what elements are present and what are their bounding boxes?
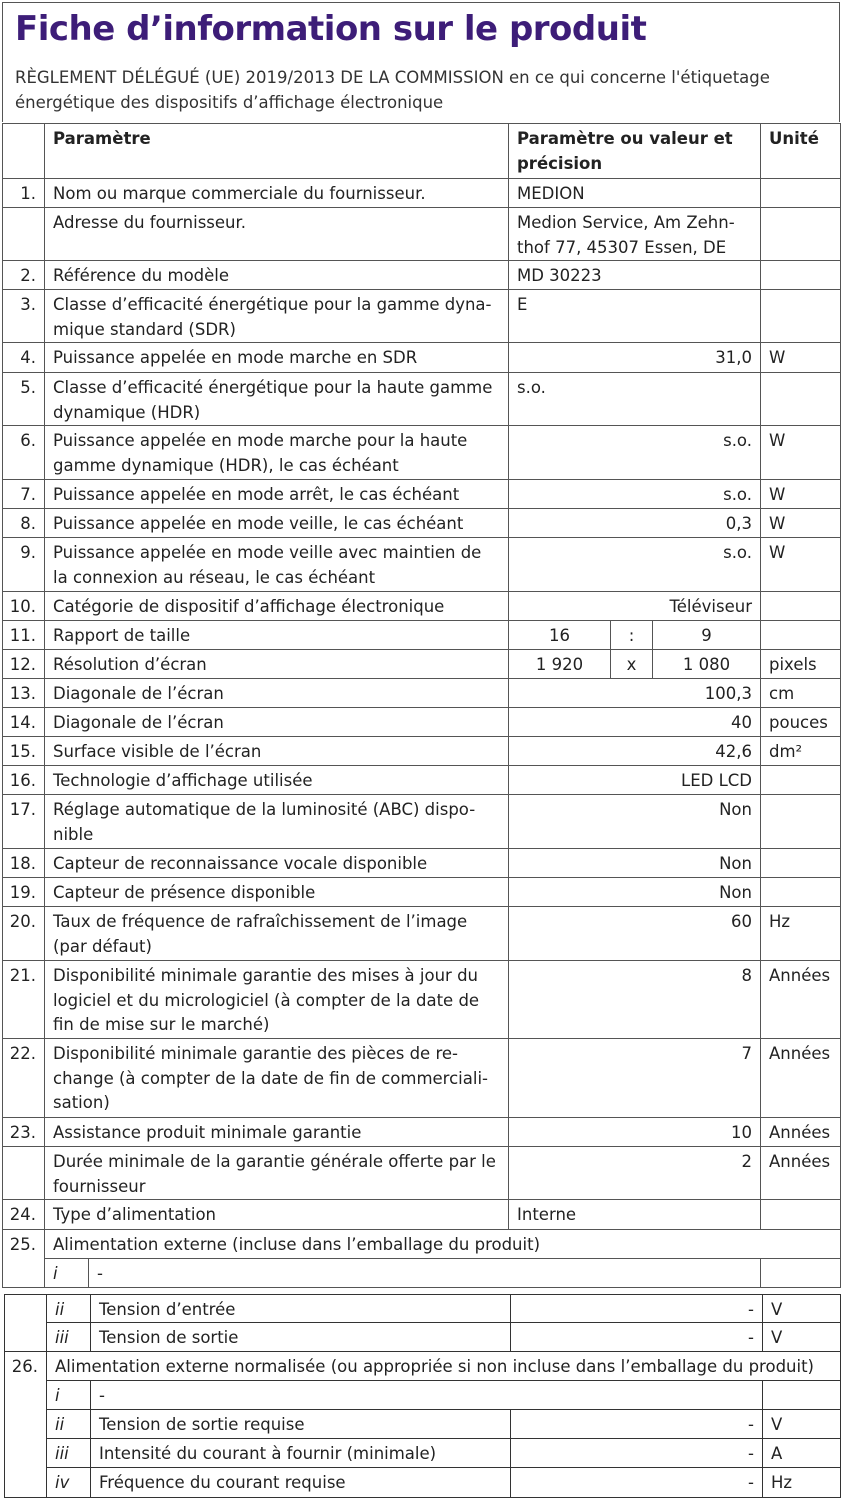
parameter-value: 8 (508, 960, 761, 1039)
parameter-value: 7 (508, 1038, 761, 1118)
unit-label: Années (760, 1038, 841, 1118)
parameter-label: Référence du modèle (44, 260, 509, 290)
unit-label: Hz (760, 906, 841, 961)
parameter-label: Rapport de taille (44, 620, 509, 650)
unit-label (760, 1258, 841, 1288)
row-number: 20. (2, 906, 45, 961)
sub-index: ii (46, 1409, 91, 1439)
unit-label (760, 372, 841, 426)
row-number: 3. (2, 289, 45, 343)
parameter-value: s.o. (508, 479, 761, 509)
parameter-label: Diagonale de l’écran (44, 707, 509, 737)
row-number: 11. (2, 620, 45, 650)
unit-label (760, 591, 841, 621)
parameter-label: Réglage automatique de la luminosité (ABC) dispo-nible (44, 794, 509, 849)
row-number: 15. (2, 736, 45, 766)
column-header-unit: Unité (760, 123, 841, 179)
parameter-label: Fréquence du courant requise (90, 1467, 511, 1498)
parameter-label: Type d’alimentation (44, 1199, 509, 1230)
parameter-label: Classe d’efficacité énergétique pour la haute gamme dynamique (HDR) (44, 372, 509, 426)
unit-label (760, 178, 841, 208)
parameter-label: Puissance appelée en mode arrêt, le cas échéant (44, 479, 509, 509)
parameter-value: 10 (508, 1117, 761, 1147)
sub-index: ii (46, 1294, 91, 1323)
unit-label (760, 848, 841, 878)
parameter-label: Nom ou marque commerciale du fournisseur. (44, 178, 509, 208)
parameter-value: Non (508, 794, 761, 849)
row-number: 13. (2, 678, 45, 708)
parameter-label: Disponibilité minimale garantie des pièces de re-change (à compter de la date de fin de commerciali-sation) (44, 1038, 509, 1118)
parameter-label: Tension de sortie requise (90, 1409, 511, 1439)
unit-label: Années (760, 960, 841, 1039)
unit-label: W (760, 537, 841, 592)
value-separator: : (610, 620, 653, 650)
parameter-value: s.o. (508, 372, 761, 426)
unit-label: pouces (760, 707, 841, 737)
parameter-label: Puissance appelée en mode veille avec maintien de la connexion au réseau, le cas échéant (44, 537, 509, 592)
unit-label (760, 289, 841, 343)
page-title: Fiche d’information sur le produit (15, 9, 647, 49)
row-number: 24. (2, 1199, 45, 1230)
parameter-value: - (510, 1322, 763, 1352)
unit-label (762, 1380, 841, 1410)
row-number: 9. (2, 537, 45, 592)
value-part-2: 1 080 (652, 649, 761, 679)
unit-label: Années (760, 1117, 841, 1147)
parameter-value: 100,3 (508, 678, 761, 708)
parameter-value: MD 30223 (508, 260, 761, 290)
value-part-1: 16 (508, 620, 611, 650)
regulation-subtitle: RÈGLEMENT DÉLÉGUÉ (UE) 2019/2013 DE LA COMMISSION en ce qui concerne l'étiquetage énergétique des dispositifs d’affichage électronique (15, 68, 770, 112)
unit-label (760, 260, 841, 290)
row-number: 10. (2, 591, 45, 621)
unit-label (760, 620, 841, 650)
parameter-value: s.o. (508, 537, 761, 592)
column-header-param: Paramètre (44, 123, 509, 179)
row-number: 12. (2, 649, 45, 679)
document-header (2, 2, 840, 122)
parameter-label: Alimentation externe normalisée (ou appropriée si non incluse dans l’emballage du produit) (46, 1351, 841, 1381)
parameter-label: Durée minimale de la garantie générale offerte par le fournisseur (44, 1146, 509, 1200)
parameter-value: Medion Service, Am Zehn-thof 77, 45307 Essen, DE (508, 207, 761, 261)
row-number: 23. (2, 1117, 45, 1147)
row-number: 19. (2, 877, 45, 907)
unit-label (760, 1199, 841, 1230)
value-part-1: 1 920 (508, 649, 611, 679)
parameter-label: - (88, 1258, 761, 1288)
row-number: 6. (2, 425, 45, 480)
parameter-label: Tension d’entrée (90, 1294, 511, 1323)
row-number (4, 1294, 47, 1352)
row-number: 25. (2, 1229, 45, 1288)
parameter-label: Diagonale de l’écran (44, 678, 509, 708)
parameter-value: Interne (508, 1199, 761, 1230)
column-header-value: Paramètre ou valeur et précision (508, 123, 761, 179)
unit-label: pixels (760, 649, 841, 679)
parameter-value: - (510, 1409, 763, 1439)
row-number: 2. (2, 260, 45, 290)
unit-label: Années (760, 1146, 841, 1200)
parameter-value: - (510, 1438, 763, 1468)
unit-label: dm² (760, 736, 841, 766)
unit-label (760, 207, 841, 261)
unit-label: W (760, 479, 841, 509)
unit-label: W (760, 342, 841, 373)
parameter-label: Capteur de présence disponible (44, 877, 509, 907)
parameter-label: Puissance appelée en mode marche pour la haute gamme dynamique (HDR), le cas échéant (44, 425, 509, 480)
sub-index: i (46, 1380, 91, 1410)
parameter-label: Assistance produit minimale garantie (44, 1117, 509, 1147)
unit-label: cm (760, 678, 841, 708)
parameter-label: Tension de sortie (90, 1322, 511, 1352)
row-number: 18. (2, 848, 45, 878)
row-number (2, 1146, 45, 1200)
header-num-cell (2, 123, 45, 179)
row-number: 5. (2, 372, 45, 426)
row-number: 4. (2, 342, 45, 373)
row-number (2, 207, 45, 261)
parameter-label: Capteur de reconnaissance vocale disponible (44, 848, 509, 878)
row-number: 1. (2, 178, 45, 208)
unit-label (760, 877, 841, 907)
parameter-label: Adresse du fournisseur. (44, 207, 509, 261)
parameter-value: 60 (508, 906, 761, 961)
row-number: 26. (4, 1351, 47, 1498)
unit-label: W (760, 508, 841, 538)
unit-label (760, 794, 841, 849)
parameter-label: Catégorie de dispositif d’affichage électronique (44, 591, 509, 621)
row-number: 17. (2, 794, 45, 849)
row-number: 22. (2, 1038, 45, 1118)
row-number: 21. (2, 960, 45, 1039)
parameter-value: 40 (508, 707, 761, 737)
sub-index: i (44, 1258, 89, 1288)
parameter-value: Non (508, 848, 761, 878)
parameter-label: Surface visible de l’écran (44, 736, 509, 766)
parameter-label: Puissance appelée en mode marche en SDR (44, 342, 509, 373)
sub-index: iii (46, 1438, 91, 1468)
value-separator: x (610, 649, 653, 679)
unit-label: A (762, 1438, 841, 1468)
unit-label: Hz (762, 1467, 841, 1498)
parameter-label: Technologie d’affichage utilisée (44, 765, 509, 795)
parameter-value: s.o. (508, 425, 761, 480)
parameter-label: Puissance appelée en mode veille, le cas échéant (44, 508, 509, 538)
parameter-label: Taux de fréquence de rafraîchissement de l’image (par défaut) (44, 906, 509, 961)
parameter-value: E (508, 289, 761, 343)
row-number: 8. (2, 508, 45, 538)
row-number: 14. (2, 707, 45, 737)
parameter-label: Disponibilité minimale garantie des mises à jour du logiciel et du micrologiciel (à compter de la date de fin de mise sur le marché) (44, 960, 509, 1039)
parameter-label: Résolution d’écran (44, 649, 509, 679)
row-number: 7. (2, 479, 45, 509)
parameter-value: Téléviseur (508, 591, 761, 621)
parameter-label: Alimentation externe (incluse dans l’emballage du produit) (44, 1229, 841, 1259)
parameter-value: - (510, 1467, 763, 1498)
parameter-label: - (90, 1380, 763, 1410)
row-number: 16. (2, 765, 45, 795)
parameter-value: 31,0 (508, 342, 761, 373)
parameter-label: Classe d’efficacité énergétique pour la gamme dyna-mique standard (SDR) (44, 289, 509, 343)
parameter-label: Intensité du courant à fournir (minimale) (90, 1438, 511, 1468)
sub-index: iv (46, 1467, 91, 1498)
parameter-value: Non (508, 877, 761, 907)
parameter-value: 2 (508, 1146, 761, 1200)
unit-label: W (760, 425, 841, 480)
parameter-value: MEDION (508, 178, 761, 208)
unit-label: V (762, 1409, 841, 1439)
value-part-2: 9 (652, 620, 761, 650)
unit-label: V (762, 1294, 841, 1323)
parameter-value: - (510, 1294, 763, 1323)
parameter-value: LED LCD (508, 765, 761, 795)
parameter-value: 42,6 (508, 736, 761, 766)
sub-index: iii (46, 1322, 91, 1352)
unit-label (760, 765, 841, 795)
parameter-value: 0,3 (508, 508, 761, 538)
unit-label: V (762, 1322, 841, 1352)
